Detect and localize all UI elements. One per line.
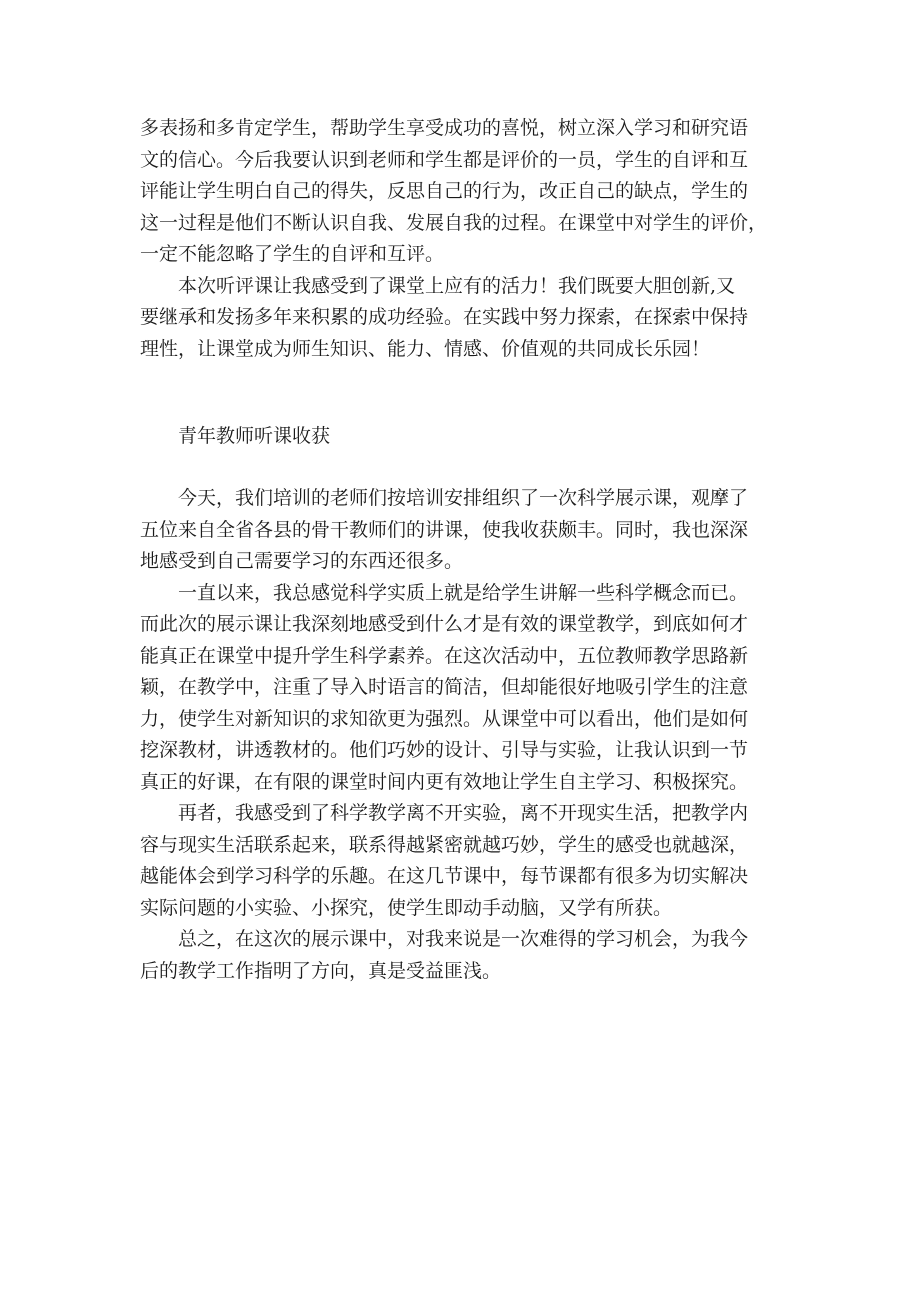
text-line: 颖，在教学中，注重了导入时语言的简洁，但却能很好地吸引学生的注意 [140, 676, 749, 698]
text-line: 这一过程是他们不断认识自我、发展自我的过程。在课堂中对学生的评价， [140, 211, 768, 234]
article-title [140, 421, 790, 453]
text-line: 真正的好课，在有限的课堂时间内更有效地让学生自主学习、积极探究。 [140, 770, 749, 793]
text-line: 一定不能忽略了学生的自评和互评。 [140, 243, 445, 265]
text-line: 后的教学工作指明了方向，真是受益匪浅。 [140, 959, 502, 982]
article-body [140, 483, 790, 987]
text-line: 越能体会到学习科学的乐趣。在这几节课中，每节课都有很多为切实解决 [140, 865, 749, 887]
text-line: 本次听评课让我感受到了课堂上应有的活力！我们既要大胆创新,又 [178, 274, 736, 297]
text-line: 容与现实生活联系起来，联系得越紧密就越巧妙，学生的感受也就越深， [140, 833, 749, 856]
text-line: 要继承和发扬多年来积累的成功经验。在实践中努力探索，在探索中保持 [140, 306, 749, 328]
text-line: 总之，在这次的展示课中，对我来说是一次难得的学习机会，为我今 [178, 928, 749, 950]
text-line: 评能让学生明白自己的得失，反思自己的行为，改正自己的缺点，学生的 [140, 180, 749, 202]
article-heading: 青年教师听课收获 [178, 425, 331, 447]
text-line: 地感受到自己需要学习的东西还很多。 [140, 550, 464, 572]
text-line: 能真正在课堂中提升学生科学素养。在这次活动中，五位教师教学思路新 [140, 644, 749, 667]
text-line: 再者，我感受到了科学教学离不开实验，离不开现实生活，把教学内 [178, 802, 749, 824]
previous-article-ending [140, 113, 790, 365]
text-line: 力，使学生对新知识的求知欲更为强烈。从课堂中可以看出，他们是如何 [140, 707, 749, 730]
text-line: 一直以来，我总感觉科学实质上就是给学生讲解一些科学概念而已。 [178, 581, 749, 604]
text-line: 挖深教材，讲透教材的。他们巧妙的设计、引导与实验，让我认识到一节 [140, 739, 749, 761]
text-line: 实际问题的小实验、小探究，使学生即动手动脑，又学有所获。 [140, 896, 673, 919]
text-line: 而此次的展示课让我深刻地感受到什么才是有效的课堂教学，到底如何才 [140, 613, 749, 635]
text-line: 五位来自全省各县的骨干教师们的讲课，使我收获颇丰。同时，我也深深 [140, 518, 749, 541]
text-line: 文的信心。今后我要认识到老师和学生都是评价的一员，学生的自评和互 [140, 148, 749, 171]
text-line: 理性，让课堂成为师生知识、能力、情感、价值观的共同成长乐园！ [140, 337, 711, 360]
text-line: 今天，我们培训的老师们按培训安排组织了一次科学展示课，观摩了 [178, 487, 749, 509]
text-line: 多表扬和多肯定学生，帮助学生享受成功的喜悦，树立深入学习和研究语 [140, 117, 749, 139]
